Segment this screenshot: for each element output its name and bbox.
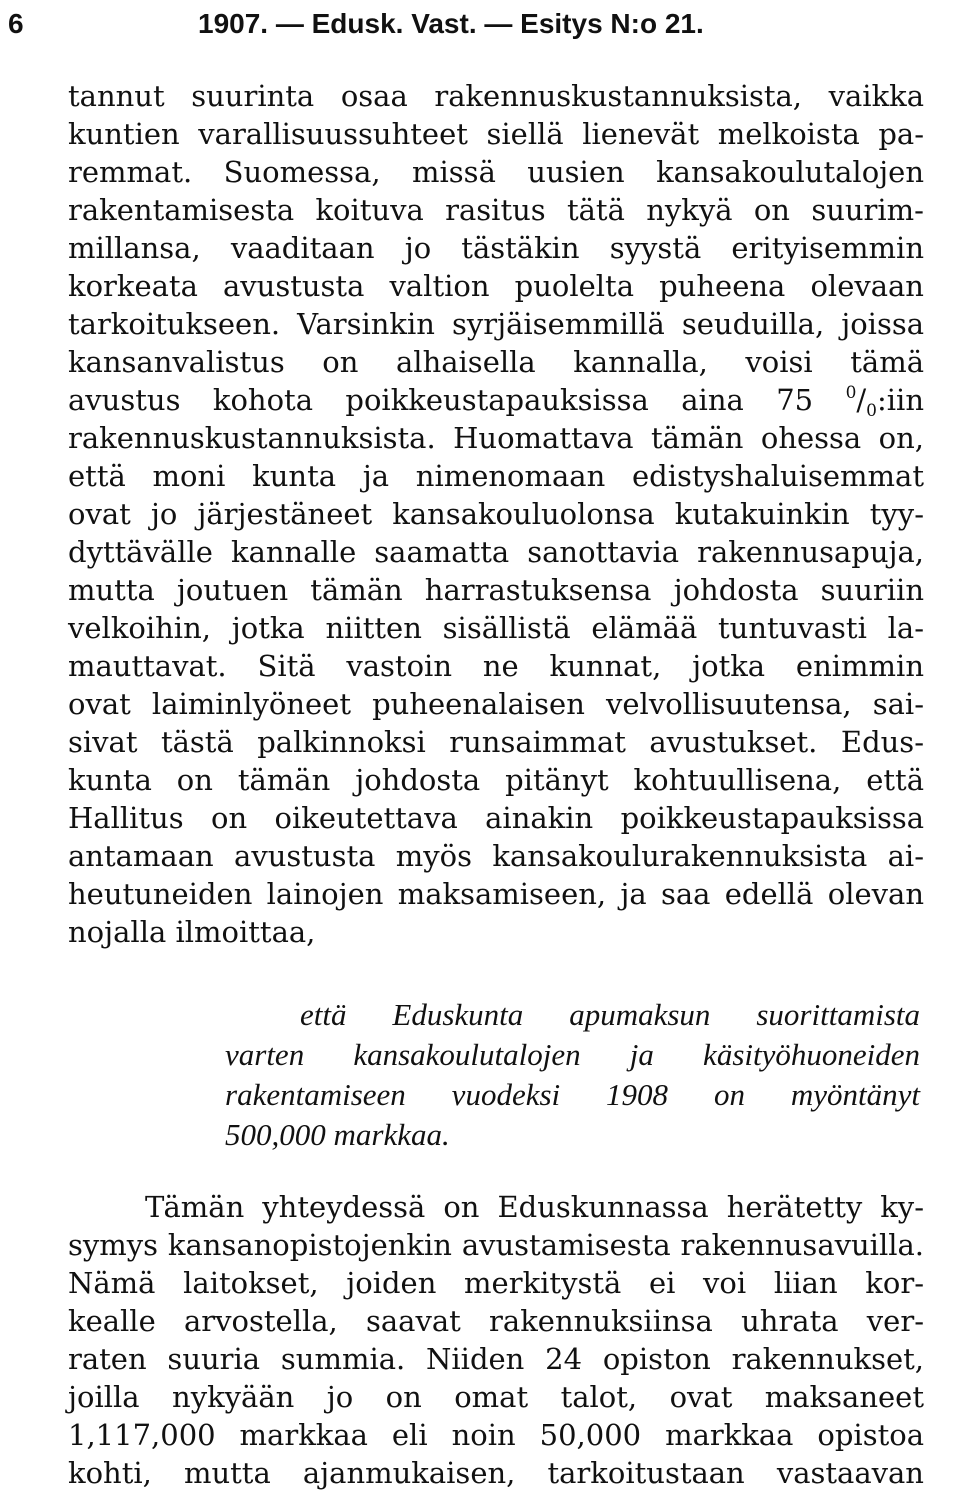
text-line: ovat laiminlyöneet puheenalaisen velvollisuutensa, sai- bbox=[68, 687, 924, 721]
pct-line-before: avustus kohota poikkeustapauksissa aina 75 bbox=[68, 383, 846, 417]
text-line: rakennuskustannuksista. Huomattava tämän ohessa on, bbox=[68, 421, 924, 455]
text-line: kuntien varallisuussuhteet siellä lienevät melkoista pa- bbox=[68, 117, 924, 151]
text-line-percent bbox=[68, 381, 924, 419]
text-line: mutta joutuen tämän harrastuksensa johdosta suuriin bbox=[68, 573, 924, 607]
resolution-line: että Eduskunta apumaksun suorittamista bbox=[300, 997, 920, 1032]
running-head: 1907. — Edusk. Vast. — Esitys N:o 21. bbox=[198, 8, 704, 39]
text-line: tarkoitukseen. Varsinkin syrjäisemmillä seuduilla, joissa bbox=[68, 307, 924, 341]
text-line: kohti, mutta ajanmukaisen, tarkoitustaan vastaavan bbox=[68, 1456, 924, 1490]
text-line: Hallitus on oikeutettava ainakin poikkeustapauksissa bbox=[68, 801, 924, 835]
text-line: Nämä laitokset, joiden merkitystä ei voi liian kor- bbox=[68, 1266, 924, 1300]
text-line: sivat tästä palkinnoksi runsaimmat avustukset. Edus- bbox=[68, 725, 924, 759]
text-line: kunta on tämän johdosta pitänyt kohtuullisena, että bbox=[68, 763, 924, 797]
text-line: joilla nykyään jo on omat talot, ovat maksaneet bbox=[68, 1380, 924, 1414]
text-line: remmat. Suomessa, missä uusien kansakoulutalojen bbox=[68, 155, 924, 189]
text-line: rakentamisesta koituva rasitus tätä nykyä on suurim- bbox=[68, 193, 924, 227]
text-line: Tämän yhteydessä on Eduskunnassa herätetty ky- bbox=[145, 1190, 924, 1224]
text-line: velkoihin, jotka niitten sisällistä elämää tuntuvasti la- bbox=[68, 611, 924, 645]
pct-line-after: :iin bbox=[877, 383, 924, 417]
text-line: raten suuria summia. Niiden 24 opiston rakennukset, bbox=[68, 1342, 924, 1376]
text-line: kealle arvostella, saavat rakennuksiinsa uhrata ver- bbox=[68, 1304, 924, 1338]
percent-sign-bottom: 0 bbox=[866, 401, 877, 421]
text-line: symys kansanopistojenkin avustamisesta rakennusavuilla. bbox=[68, 1228, 924, 1262]
text-line: antamaan avustusta myös kansakoulurakennuksista ai- bbox=[68, 839, 924, 873]
resolution-line: rakentamiseen vuodeksi 1908 on myöntänyt bbox=[225, 1077, 920, 1112]
text-line: korkeata avustusta valtion puolelta puheena olevaan bbox=[68, 269, 924, 303]
text-line: 1,117,000 markkaa eli noin 50,000 markkaa opistoa bbox=[68, 1418, 924, 1452]
text-line: tannut suurinta osaa rakennuskustannuksista, vaikka bbox=[68, 79, 924, 113]
text-line: millansa, vaaditaan jo tästäkin syystä erityisemmin bbox=[68, 231, 924, 265]
percent-sign-top: 0 bbox=[845, 383, 857, 403]
text-line: mauttavat. Sitä vastoin ne kunnat, jotka enimmin bbox=[68, 649, 924, 683]
page-header bbox=[8, 4, 908, 44]
text-line: kansanvalistus on alhaisella kannalla, voisi tämä bbox=[68, 345, 924, 379]
percent-sign-slash: / bbox=[856, 383, 867, 417]
text-line: että moni kunta ja nimenomaan edistyshaluisemmat bbox=[68, 459, 924, 493]
page-number: 6 bbox=[8, 8, 24, 39]
text-line: dyttävälle kannalle saamatta sanottavia rakennusapuja, bbox=[68, 535, 924, 569]
resolution-line: varten kansakoulutalojen ja käsityöhuoneiden bbox=[225, 1037, 920, 1072]
resolution-line: 500,000 markkaa. bbox=[225, 1117, 450, 1152]
text-line: heutuneiden lainojen maksamiseen, ja saa edellä olevan bbox=[68, 877, 924, 911]
text-line: ovat jo järjestäneet kansakouluolonsa kutakuinkin tyy- bbox=[68, 497, 924, 531]
text-line: nojalla ilmoittaa, bbox=[68, 915, 316, 949]
